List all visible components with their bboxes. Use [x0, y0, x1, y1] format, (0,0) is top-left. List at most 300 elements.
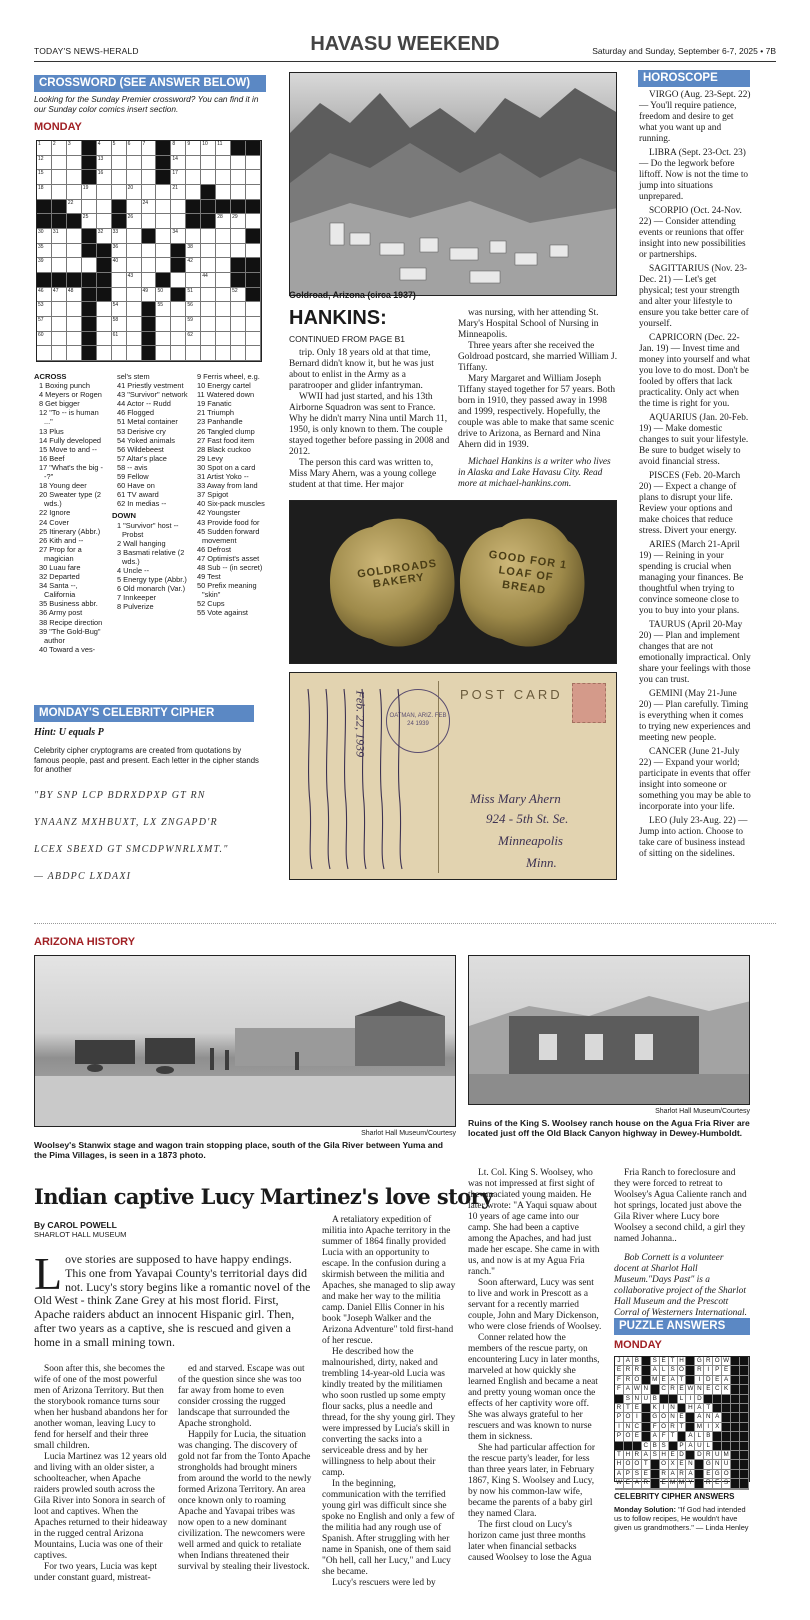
- cipher-line-2: YNAANZ MXHBUXT, LX ZNGAPD'R: [34, 817, 218, 828]
- clue: 62 In medias --: [117, 499, 167, 509]
- black-square: [731, 1470, 740, 1479]
- crossword-cell: [127, 332, 142, 347]
- crossword-cell: [201, 229, 216, 244]
- crossword-cell: [127, 258, 142, 273]
- paragraph: Soon afterward, Lucy was sent to live and work in Prescott as a servant for a recently married couple, John and Mary Dickenson, who were close friends of Woolsey.: [468, 1278, 602, 1332]
- answer-cell: O: [678, 1366, 687, 1375]
- answer-cell: C: [713, 1385, 722, 1394]
- clue: 43 Provide food for: [197, 517, 260, 527]
- black-square: [156, 141, 171, 156]
- crossword-cell: 57: [37, 317, 52, 332]
- clues-column-2: [112, 372, 188, 611]
- paragraph: Fria Ranch to foreclosure and they were forced to retreat to Woolsey's Agua Caliente ranch and hot springs, located just above the Gila River where Lucy bore Woolsey a second child, a girl they named Johanna..: [614, 1168, 747, 1244]
- answer-cell: R: [624, 1376, 633, 1385]
- hankins-headline: HANKINS:: [289, 307, 387, 329]
- crossword-cell: [127, 317, 142, 332]
- answer-cell: C: [660, 1385, 669, 1394]
- clue: 47 Optimist's asset: [197, 553, 260, 563]
- crossword-cell: [142, 156, 157, 171]
- answer-cell: W: [722, 1357, 731, 1366]
- clue: 30 Luau fare: [39, 562, 81, 572]
- black-square: [615, 1489, 624, 1490]
- answer-cell: J: [615, 1357, 624, 1366]
- answer-cell: I: [615, 1423, 624, 1432]
- handwritten-message: [298, 683, 428, 873]
- black-square: [156, 273, 171, 288]
- black-square: [37, 200, 52, 215]
- crossword-cell: [142, 244, 157, 259]
- answer-cell: U: [695, 1442, 704, 1451]
- crossword-cell: [142, 273, 157, 288]
- black-square: [156, 170, 171, 185]
- black-square: [651, 1460, 660, 1469]
- crossword-cell: 60: [37, 332, 52, 347]
- clue: 27 Prop for a magician: [39, 544, 82, 563]
- crossword-cell: 19: [82, 185, 97, 200]
- answer-cell: A: [686, 1470, 695, 1479]
- clue: 4 Meyers or Rogen: [39, 390, 102, 400]
- answer-cell: N: [669, 1413, 678, 1422]
- answer-cell: R: [624, 1366, 633, 1375]
- black-square: [686, 1366, 695, 1375]
- black-square: [660, 1489, 669, 1490]
- answer-cell: O: [633, 1460, 642, 1469]
- token-right-text: GOOD FOR 1 LOAF OF BREAD: [487, 548, 568, 597]
- crossword-cell: 6: [127, 141, 142, 156]
- clue: 60 Have on: [117, 481, 155, 491]
- horoscope-item: CANCER (June 21-July 22) — Expand your world; participate in events that offer insight into someone or something you may be able to incorporate into your life.: [639, 747, 751, 812]
- clue: 31 Artist Yoko --: [197, 472, 249, 482]
- crossword-cell: [156, 244, 171, 259]
- crossword-cell: [201, 346, 216, 361]
- clue: 30 Spot on a card: [197, 462, 256, 472]
- cipher-description: Celebrity cipher cryptograms are created from quotations by famous people, past and present. Each letter in the cipher stands for another: [34, 746, 259, 775]
- crossword-cell: [201, 244, 216, 259]
- crossword-cell: [246, 346, 261, 361]
- black-square: [142, 302, 157, 317]
- crossword-cell: [67, 346, 82, 361]
- black-square: [246, 288, 261, 303]
- answer-cell: H: [615, 1460, 624, 1469]
- black-square: [740, 1489, 749, 1490]
- answer-cell: O: [660, 1423, 669, 1432]
- black-square: [231, 273, 246, 288]
- answer-cell: L: [704, 1442, 713, 1451]
- clue: 14 Fully developed: [39, 435, 102, 445]
- crossword-cell: [97, 214, 112, 229]
- black-square: [731, 1385, 740, 1394]
- crossword-cell: [112, 185, 127, 200]
- cipher-solution: [614, 1505, 750, 1532]
- answer-cell: R: [633, 1451, 642, 1460]
- horoscope-item: TAURUS (April 20-May 20) — Plan and implement changes that are not emotionally impractical. Only share your feelings with those you can trust.: [639, 620, 751, 685]
- black-square: [651, 1385, 660, 1394]
- answer-cell: R: [695, 1366, 704, 1375]
- crossword-cell: 62: [186, 332, 201, 347]
- answer-cell: E: [678, 1385, 687, 1394]
- clue: 56 Wildebeest: [117, 444, 164, 454]
- crossword-cell: 10: [201, 141, 216, 156]
- crossword-cell: [156, 200, 171, 215]
- answer-cell: A: [722, 1376, 731, 1385]
- answer-cell: R: [669, 1385, 678, 1394]
- horoscope-item: ARIES (March 21-April 19) — Reining in your spending is crucial when managing your finances. Be thoughtful when trying to convince someone close to you to buy into your plans.: [639, 540, 744, 616]
- crossword-cell: 42: [186, 258, 201, 273]
- black-square: [713, 1404, 722, 1413]
- black-square: [678, 1404, 687, 1413]
- crossword-cell: [97, 302, 112, 317]
- paragraph: She had particular affection for the rescue party's leader, for less than three years later, in February 1867, King S. Woolsey and Lucy, by now his common-law wife, became the parents of a baby girl they named Clara.: [468, 1443, 595, 1519]
- clue: 16 Beef: [39, 453, 65, 463]
- answer-cell: P: [615, 1413, 624, 1422]
- black-square: [740, 1479, 749, 1488]
- clue: 8 Pulverize: [117, 602, 154, 612]
- crossword-cell: [171, 214, 186, 229]
- paragraph: He described how the malnourished, dirty, naked and trembling 14-year-old Lucia was kindly treated by the militiamen who soon rustled up some empty flour sacks, plus a needle and thread, for the shy young girl. They were impressed by Lucia's skill in converting the sacks into a serviceable dress and by her willingness to help about their camp.: [322, 1347, 456, 1478]
- black-square: [171, 288, 186, 303]
- answer-cell: E: [615, 1366, 624, 1375]
- postcard-photo: [289, 672, 617, 880]
- crossword-cell: [156, 332, 171, 347]
- clue: 2 Wall hanging: [117, 538, 166, 548]
- crossword-cell: 34: [171, 229, 186, 244]
- black-square: [740, 1376, 749, 1385]
- black-square: [731, 1395, 740, 1404]
- crossword-cell: [171, 332, 186, 347]
- black-square: [246, 229, 261, 244]
- black-square: [740, 1460, 749, 1469]
- page-title: HAVASU WEEKEND: [310, 33, 500, 55]
- crossword-cell: [142, 214, 157, 229]
- crossword-cell: [216, 170, 231, 185]
- horoscope-item: PISCES (Feb. 20-March 20) — Expect a change of plans to disrupt your life. Review your options and make choices that reduce stress. Divert your energy.: [639, 471, 741, 536]
- answer-cell: A: [695, 1404, 704, 1413]
- crossword-cell: 8: [171, 141, 186, 156]
- black-square: [731, 1376, 740, 1385]
- section-divider: [34, 923, 776, 924]
- crossword-cell: [201, 288, 216, 303]
- crossword-cell: 59: [186, 317, 201, 332]
- black-square: [97, 273, 112, 288]
- answer-cell: A: [642, 1451, 651, 1460]
- answer-cell: E: [722, 1366, 731, 1375]
- hankins-bio: Michael Hankins is a writer who lives in Alaska and Lake Havasu City. Read more at michael-hankins.com.: [458, 457, 611, 489]
- crossword-cell: [216, 244, 231, 259]
- answer-cell: I: [686, 1395, 695, 1404]
- answer-cell: I: [695, 1376, 704, 1385]
- black-square: [97, 258, 112, 273]
- black-square: [713, 1489, 722, 1490]
- section-name: TODAY'S NEWS-HERALD: [34, 46, 139, 56]
- black-square: [231, 200, 246, 215]
- answer-cell: T: [624, 1404, 633, 1413]
- black-square: [686, 1423, 695, 1432]
- answer-cell: D: [704, 1376, 713, 1385]
- page-dateline: Saturday and Sunday, September 6-7, 2025 • 7B: [592, 46, 776, 56]
- black-square: [246, 141, 261, 156]
- crossword-cell: [97, 332, 112, 347]
- history-label: ARIZONA HISTORY: [34, 936, 136, 948]
- paragraph: Lucia Martinez was 12 years old and living with an older sister, a schoolteacher, when Apache raiders prowled south across the Gila River into Sonora in search of loot and captives. When the Apaches returned to their hideaway in the rugged central Arizona Mountains, Lucia was one of their captives.: [34, 1452, 168, 1561]
- answer-cell: S: [669, 1366, 678, 1375]
- answer-cell: H: [624, 1451, 633, 1460]
- answer-cell: E: [678, 1413, 687, 1422]
- crossword-cell: [231, 244, 246, 259]
- clue: 18 Young deer: [39, 481, 87, 491]
- crossword-cell: [231, 317, 246, 332]
- clue: 12 "To -- is human ...": [39, 408, 99, 427]
- black-square: [171, 258, 186, 273]
- crossword-cell: [186, 273, 201, 288]
- goldroad-photo: [289, 72, 617, 296]
- crossword-cell: [156, 229, 171, 244]
- crossword-cell: 12: [37, 156, 52, 171]
- clue: 19 Fanatic: [197, 399, 232, 409]
- black-square: [651, 1479, 660, 1488]
- horoscope-heading: HOROSCOPE: [638, 70, 750, 87]
- clue: sel's stem: [117, 372, 150, 381]
- crossword-cell: [82, 258, 97, 273]
- crossword-cell: [67, 244, 82, 259]
- paragraph: Lucy's rescuers were led by: [332, 1578, 436, 1588]
- answer-cell: A: [695, 1413, 704, 1422]
- history-column-2: [178, 1364, 312, 1573]
- answer-cell: E: [642, 1470, 651, 1479]
- answer-cell: B: [704, 1432, 713, 1441]
- clue: 42 Youngster: [197, 508, 241, 518]
- black-square: [731, 1423, 740, 1432]
- black-square: [740, 1385, 749, 1394]
- crossword-cell: 28: [216, 214, 231, 229]
- photo-caption-1: Woolsey's Stanwix stage and wagon train stopping place, south of the Gila River between Yuma and the Pima Villages, is seen in a 1873 photo.: [34, 1140, 444, 1160]
- black-square: [67, 214, 82, 229]
- answer-cell: P: [624, 1470, 633, 1479]
- crossword-cell: [201, 317, 216, 332]
- horoscope-item: LIBRA (Sept. 23-Oct. 23) — Do the legwork before liftoff. Now is not the time to jump into situations unprepared.: [639, 148, 749, 202]
- answer-cell: A: [633, 1479, 642, 1488]
- paragraph: A retaliatory expedition of militia into Apache territory in the summer of 1864 finally provided Lucia with an opportunity to escape. In the confusion during a skirmish between the militia and Apaches, she managed to slip away and make her way to the militia camp. Daniel Ellis Conner in his book "Joseph Walker and the Arizona Adventure" told first-hand of her rescue.: [322, 1215, 456, 1346]
- crossword-day: MONDAY: [34, 121, 82, 133]
- black-square: [695, 1489, 704, 1490]
- paragraph: ed and starved. Escape was out of the question since she was too far away from home to even consider crossing the rugged landscape that surrounded the Apache stronghold.: [178, 1364, 305, 1429]
- black-square: [97, 288, 112, 303]
- mountain-landscape-image: [290, 73, 617, 296]
- lede-text: ove stories are supposed to have happy endings. This one from Yavapai County's territorial days did not. Lucy's story begins like a romantic novel of the Old West - think Zane Grey at his most florid. First, Apache raiders abduct an innocent Hispanic girl. Then, after two years as a captive, she is rescued and given a home in a small mining town.: [34, 1252, 311, 1349]
- black-square: [695, 1470, 704, 1479]
- crossword-cell: 3: [67, 141, 82, 156]
- black-square: [624, 1489, 633, 1490]
- clue: 10 Energy cartel: [197, 381, 251, 391]
- crossword-cell: [97, 317, 112, 332]
- answer-cell: E: [660, 1479, 669, 1488]
- crossword-cell: [201, 302, 216, 317]
- black-square: [633, 1489, 642, 1490]
- black-square: [731, 1489, 740, 1490]
- crossword-cell: 16: [97, 170, 112, 185]
- crossword-cell: [171, 346, 186, 361]
- answer-cell: S: [633, 1470, 642, 1479]
- crossword-cell: 18: [37, 185, 52, 200]
- crossword-cell: 29: [231, 214, 246, 229]
- answer-cell: M: [651, 1376, 660, 1385]
- crossword-cell: 49: [142, 288, 157, 303]
- black-square: [722, 1489, 731, 1490]
- answer-cell: F: [615, 1385, 624, 1394]
- answer-cell: W: [633, 1385, 642, 1394]
- crossword-cell: [246, 302, 261, 317]
- crossword-cell: 54: [112, 302, 127, 317]
- black-square: [633, 1442, 642, 1451]
- black-square: [642, 1489, 651, 1490]
- black-square: [186, 214, 201, 229]
- answer-cell: P: [615, 1432, 624, 1441]
- answer-cell: L: [695, 1432, 704, 1441]
- black-square: [678, 1432, 687, 1441]
- answer-cell: R: [669, 1423, 678, 1432]
- clue: 20 Sweater type (2 wds.): [39, 490, 102, 509]
- clue: 1 "Survivor" host -- Probst: [117, 520, 179, 539]
- crossword-cell: 25: [82, 214, 97, 229]
- crossword-cell: [246, 317, 261, 332]
- answer-cell: G: [713, 1470, 722, 1479]
- history-bio: Bob Cornett is a volunteer docent at Sharlot Hall Museum."Days Past" is a collaborative project of the Sharlot Hall Museum and the Prescott Corral of Westerners International.: [614, 1253, 747, 1318]
- black-square: [82, 229, 97, 244]
- black-square: [704, 1395, 713, 1404]
- black-square: [67, 273, 82, 288]
- black-square: [660, 1395, 669, 1404]
- black-square: [704, 1489, 713, 1490]
- ranch-ruins-image: [469, 956, 750, 1105]
- crossword-grid: [36, 140, 262, 362]
- crossword-cell: [231, 302, 246, 317]
- answer-cell: M: [669, 1479, 678, 1488]
- black-square: [246, 273, 261, 288]
- clue: 48 Sub -- (in secret): [197, 562, 263, 572]
- hankins-column-2: [458, 308, 618, 490]
- answer-cell: U: [713, 1451, 722, 1460]
- horoscope-item: AQUARIUS (Jan. 20-Feb. 19) — Make domestic changes to suit your lifestyle. Be sure to budget wisely to avoid financial stress.: [639, 413, 749, 467]
- crossword-cell: 38: [186, 244, 201, 259]
- clue: 7 Innkeeper: [117, 593, 157, 603]
- crossword-cell: [127, 244, 142, 259]
- clue: 50 Prefix meaning "skin": [197, 581, 257, 600]
- horoscope-item: CAPRICORN (Dec. 22-Jan. 19) — Invest time and money into yourself and what you love to do most. Don't be fooled by offers that lack practicality. Only act when the time is right for you.: [639, 333, 751, 409]
- black-square: [82, 170, 97, 185]
- answer-cell: F: [651, 1423, 660, 1432]
- black-square: [142, 229, 157, 244]
- cipher-solution-label: Monday Solution:: [614, 1505, 676, 1514]
- history-column-3: [322, 1215, 456, 1589]
- answer-cell: U: [722, 1460, 731, 1469]
- crossword-cell: 17: [171, 170, 186, 185]
- crossword-cell: [112, 170, 127, 185]
- black-square: [82, 302, 97, 317]
- black-square: [142, 346, 157, 361]
- answer-cell: C: [633, 1423, 642, 1432]
- stage-station-image: [35, 956, 456, 1127]
- answer-cell: N: [633, 1395, 642, 1404]
- hankins-continued: CONTINUED FROM PAGE B1: [289, 334, 406, 344]
- crossword-cell: [246, 214, 261, 229]
- clue: 59 Fellow: [117, 472, 149, 482]
- crossword-cell: [67, 302, 82, 317]
- crossword-cell: [231, 156, 246, 171]
- cipher-solution-text: "If God had intended us to follow recipes, He wouldn't have given us grandmothers." — Linda Henley: [614, 1505, 749, 1532]
- clue: 28 Black cuckoo: [197, 444, 251, 454]
- crossword-cell: 40: [112, 258, 127, 273]
- black-square: [246, 258, 261, 273]
- crossword-cell: [246, 156, 261, 171]
- answer-cell: T: [678, 1376, 687, 1385]
- crossword-cell: [67, 229, 82, 244]
- answer-cell: I: [660, 1404, 669, 1413]
- answer-cell: P: [713, 1366, 722, 1375]
- black-square: [740, 1366, 749, 1375]
- crossword-cell: [127, 170, 142, 185]
- clue: 43 "Survivor" network: [117, 390, 188, 400]
- answer-cell: T: [642, 1460, 651, 1469]
- answer-cell: S: [660, 1442, 669, 1451]
- answers-day: MONDAY: [614, 1339, 662, 1351]
- crossword-cell: [52, 317, 67, 332]
- paragraph: Conner related how the members of the rescue party, on encountering Lucy in later months, marveled at how quickly she learned English and became a neat and pretty young woman once the effects of her captivity wore off. She was always grateful to her rescuers and was known to nurse them in sickness.: [468, 1333, 600, 1442]
- crossword-cell: 48: [67, 288, 82, 303]
- crossword-cell: 56: [186, 302, 201, 317]
- answer-cell: N: [713, 1460, 722, 1469]
- postcard-label: POST CARD: [460, 687, 563, 702]
- answer-cell: F: [660, 1432, 669, 1441]
- clue: 38 Recipe direction: [39, 617, 103, 627]
- crossword-cell: [231, 346, 246, 361]
- clue: 55 Vote against: [197, 608, 248, 618]
- crossword-cell: [156, 317, 171, 332]
- clue: 52 Cups: [197, 599, 225, 609]
- token-left-text: GOLDROADS BAKERY: [356, 557, 438, 591]
- crossword-cell: [201, 156, 216, 171]
- answer-cell: I: [704, 1366, 713, 1375]
- crossword-cell: 22: [67, 200, 82, 215]
- clue: 49 Test: [197, 572, 221, 582]
- answer-cell: S: [722, 1479, 731, 1488]
- answer-cell: T: [669, 1357, 678, 1366]
- crossword-cell: 51: [186, 288, 201, 303]
- answer-cell: A: [615, 1470, 624, 1479]
- clue: 36 Army post: [39, 608, 83, 618]
- black-square: [722, 1442, 731, 1451]
- answer-cell: T: [678, 1423, 687, 1432]
- crossword-cell: [67, 170, 82, 185]
- black-square: [731, 1451, 740, 1460]
- crossword-cell: [97, 346, 112, 361]
- answer-cell: O: [713, 1357, 722, 1366]
- woolsey-ranch-photo: [468, 955, 750, 1105]
- horoscope-item: LEO (July 23-Aug. 22) — Jump into action. Choose to take care of business instead of sitting on the sidelines.: [639, 816, 748, 859]
- answer-cell: R: [615, 1404, 624, 1413]
- answer-cell: M: [695, 1423, 704, 1432]
- black-square: [686, 1413, 695, 1422]
- black-square: [731, 1460, 740, 1469]
- answer-cell: B: [651, 1442, 660, 1451]
- crossword-cell: 46: [37, 288, 52, 303]
- crossword-cell: [52, 185, 67, 200]
- crossword-cell: 7: [142, 141, 157, 156]
- black-square: [642, 1366, 651, 1375]
- black-square: [740, 1442, 749, 1451]
- black-square: [142, 317, 157, 332]
- black-square: [669, 1395, 678, 1404]
- black-square: [112, 214, 127, 229]
- crossword-cell: [127, 302, 142, 317]
